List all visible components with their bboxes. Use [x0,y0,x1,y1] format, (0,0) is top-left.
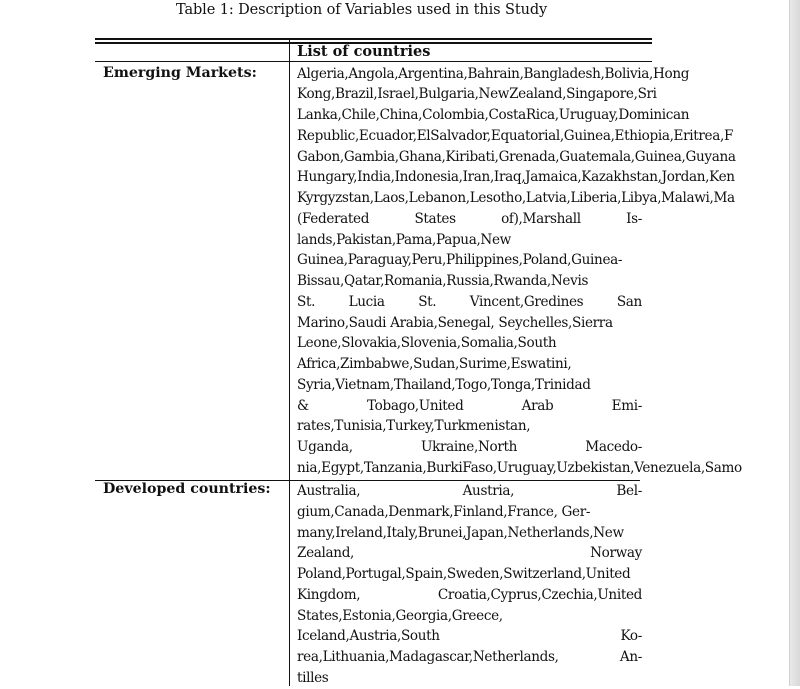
country-line: Gabon,Gambia,Ghana,Kiribati,Grenada,Guatemala,Guinea,Guyana [297,148,736,165]
country-line-word: Kingdom, [297,586,361,603]
country-line-word: Australia, [297,483,361,499]
country-line: Kyrgyzstan,Laos,Lebanon,Lesotho,Latvia,Liberia,Libya,Malawi,Ma [297,190,735,206]
country-line [297,626,642,647]
country-line: Guinea,Paraguay,Peru,Philippines,Poland,Guinea- [297,252,623,269]
country-line-word: St. [297,293,316,310]
country-line: Republic,Ecuador,ElSalvador,Equatorial,Guinea,Ethiopia,Eritrea,F [297,127,734,144]
country-line: Lanka,Chile,China,Colombia,CostaRica,Uruguay,Dominican [297,107,690,123]
country-line: Hungary,India,Indonesia,Iran,Iraq,Jamaica,Kazakhstan,Jordan,Ken [297,169,735,186]
country-line-word: Bel- [616,483,642,499]
country-line [297,481,642,502]
country-line-word: of),Marshall [501,210,581,227]
country-line: Kong,Brazil,Israel,Bulgaria,NewZealand,Singapore,Sri [297,86,657,103]
country-line [297,647,642,668]
row-label-developed: Developed countries: [103,481,271,497]
country-line: lands,Pakistan,Pama,Papua,New [297,231,511,248]
country-line: rates,Tunisia,Turkey,Turkmenistan, [297,418,531,435]
country-line-word: Croatia,Cyprus,Czechia,United [437,586,642,603]
column-header: List of countries [297,43,431,60]
row-label-emerging: Emerging Markets: [103,65,257,81]
country-line-word: Is- [626,210,642,227]
country-line-word: Ukraine,North [420,439,517,455]
country-line-word: & [297,397,309,414]
country-line-word: Zealand, [297,545,355,562]
country-line-word: An- [619,649,642,665]
country-line [297,292,642,313]
country-line-word: Ko- [620,628,642,645]
country-line [297,543,642,564]
country-line: tilles [297,669,329,686]
country-line: nia,Egypt,Tanzania,BurkiFaso,Uruguay,Uzbekistan,Venezuela,Samo [297,459,742,476]
country-line-word: States [414,210,456,227]
country-line-word: Arab [521,397,554,414]
country-line-word: Macedo- [585,439,642,455]
country-line: Algeria,Angola,Argentina,Bahrain,Bangladesh,Bolivia,Hong [297,65,690,82]
country-line: many,Ireland,Italy,Brunei,Japan,Netherlands,New [297,524,624,541]
country-line-word: Lucia [348,293,385,310]
developed-countries-cell [297,481,642,689]
country-line [297,437,642,458]
country-line: Africa,Zimbabwe,Sudan,Surime,Eswatini, [297,356,572,372]
header-rule [95,61,652,62]
country-line-word: Tobago,United [367,397,464,414]
top-rule-outer [95,38,652,40]
country-line-word: (Federated [297,210,370,227]
country-line [297,396,642,417]
country-line: Syria,Vietnam,Thailand,Togo,Tonga,Trinidad [297,376,591,393]
country-line [297,585,642,606]
country-line [297,209,642,230]
country-line: Bissau,Qatar,Romania,Russia,Rwanda,Nevis [297,273,589,289]
country-line-word: Norway [590,545,642,562]
column-divider [289,40,290,686]
emerging-countries-cell [297,64,742,479]
country-line-word: San [616,293,642,310]
table-caption: Table 1: Description of Variables used in this Study [176,2,548,18]
country-line-word: Emi- [611,397,642,414]
country-line: gium,Canada,Denmark,Finland,France, Ger- [297,503,591,520]
country-line-word: Uganda, [297,439,353,455]
country-line: Poland,Portugal,Spain,Sweden,Switzerland,United [297,566,631,582]
country-line: States,Estonia,Georgia,Greece, [297,607,503,624]
scrollbar-track[interactable] [789,0,800,686]
country-line-word: Iceland,Austria,South [297,628,440,645]
country-line: Leone,Slovakia,Slovenia,Somalia,South [297,335,557,352]
country-line-word: rea,Lithuania,Madagascar,Netherlands, [297,649,559,665]
country-line: Marino,Saudi Arabia,Senegal, Seychelles,Sierra [297,314,613,331]
country-line-word: Vincent,Gredines [469,293,584,310]
country-line-word: Austria, [462,483,515,499]
country-line-word: St. [418,293,437,310]
